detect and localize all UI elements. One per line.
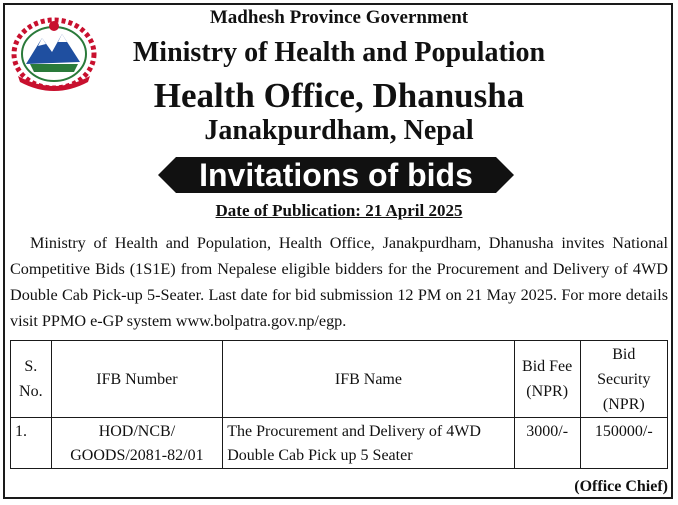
- cell-ifb-number: HOD/NCB/ GOODS/2081-82/01: [51, 418, 223, 469]
- cell-bid-security: 150000/-: [580, 418, 667, 469]
- table-row: [11, 418, 668, 469]
- cell-ifb-name: The Procurement and Delivery of 4WD Double Cab Pick up 5 Seater: [223, 418, 514, 469]
- cell-bid-fee: 3000/-: [514, 418, 580, 469]
- table-header-row: [11, 341, 668, 418]
- header-ifb-number: IFB Number: [51, 341, 223, 418]
- office-chief-signature: (Office Chief): [574, 478, 668, 495]
- cell-sno: 1.: [11, 418, 52, 469]
- header-bid-fee: Bid Fee (NPR): [514, 341, 580, 418]
- header-ifb-name: IFB Name: [223, 341, 514, 418]
- title-banner: [158, 155, 514, 195]
- publication-date: [0, 201, 678, 221]
- office-heading: Health Office, Dhanusha: [153, 76, 525, 115]
- location-heading: Janakpurdham, Nepal: [204, 115, 474, 146]
- ministry-heading: Ministry of Health and Population: [132, 37, 546, 68]
- header-sno: S. No.: [11, 341, 52, 418]
- bid-table: [10, 340, 668, 469]
- publication-date-text: Date of Publication: 21 April 2025: [215, 201, 463, 220]
- notice-paragraph: Ministry of Health and Population, Health Office, Janakpurdham, Dhanusha invites National Competitive Bids (1S1E) from Nepalese eligible bidders for the Procurement and Delivery of 4WD Double Cab Pick-up 5-Seater. Last date for bid submission 12 PM on 21 May 2025. For more details visit PPMO e-GP system www.bolpatra.gov.np/egp.: [10, 234, 668, 330]
- province-government-heading: Madhesh Province Government: [209, 7, 469, 28]
- banner-title: Invitations of bids: [199, 157, 473, 193]
- header-bid-security: Bid Security (NPR): [580, 341, 667, 418]
